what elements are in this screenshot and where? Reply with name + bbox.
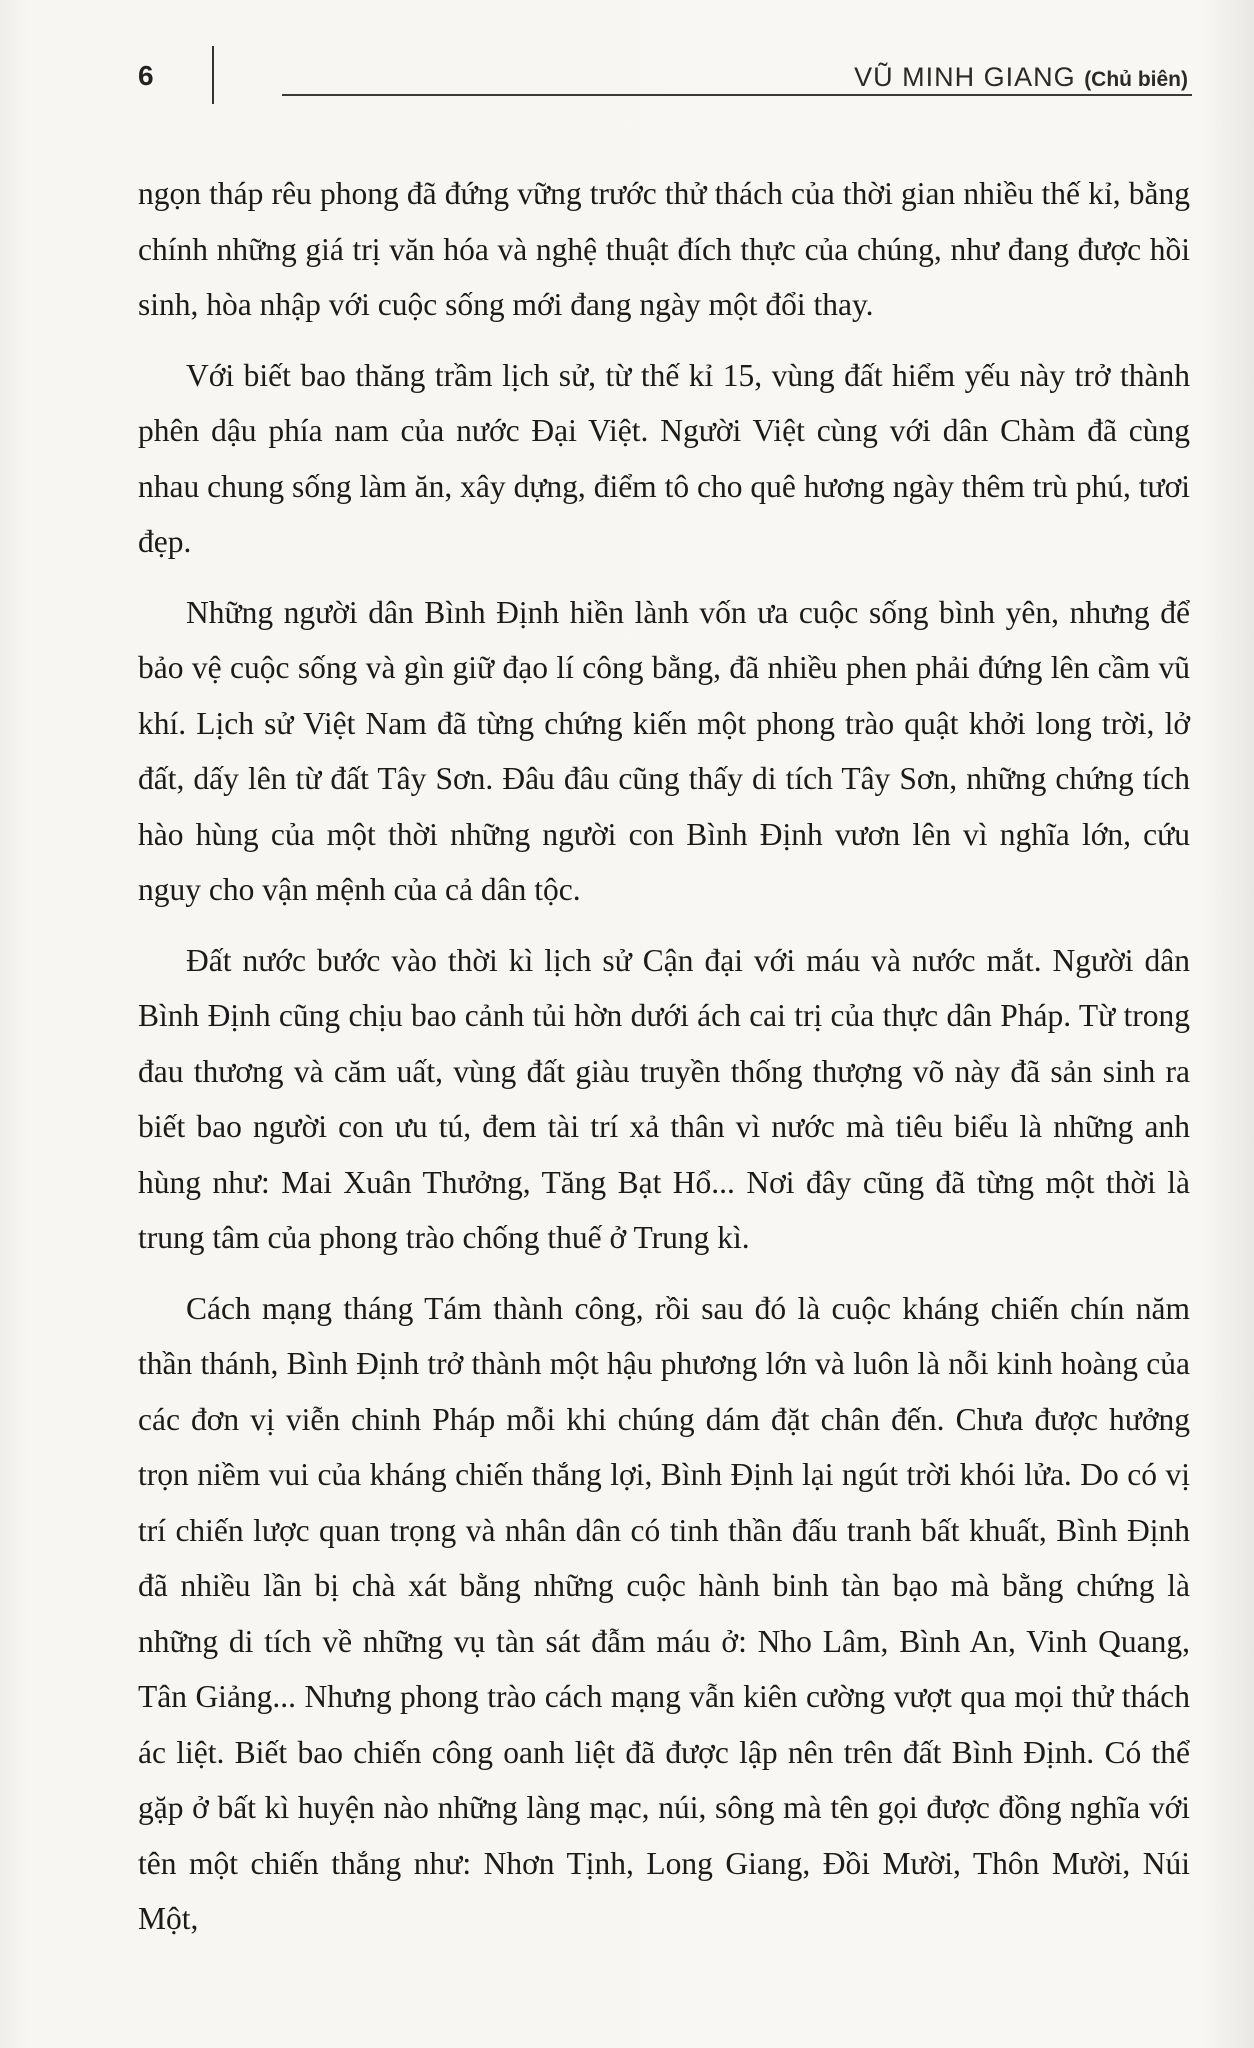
paragraph-1: ngọn tháp rêu phong đã đứng vững trước thử thách của thời gian nhiều thế kỉ, bằng chính những giá trị văn hóa và nghệ thuật đích thực của chúng, như đang được hồi sinh, hòa nhập với cuộc sống mới đang ngày một đổi thay.: [138, 176, 1190, 322]
running-header: [0, 0, 1254, 110]
author-name: VŨ MINH GIANG: [854, 62, 1076, 92]
paragraph-3: Những người dân Bình Định hiền lành vốn ưa cuộc sống bình yên, nhưng để bảo vệ cuộc sống và gìn giữ đạo lí công bằng, đã nhiều phen phải đứng lên cầm vũ khí. Lịch sử Việt Nam đã từng chứng kiến một phong trào quật khởi long trời, lở đất, dấy lên từ đất Tây Sơn. Đâu đâu cũng thấy di tích Tây Sơn, những chứng tích hào hùng của một thời những người con Bình Định vươn lên vì nghĩa lớn, cứu nguy cho vận mệnh của cả dân tộc.: [138, 594, 1190, 907]
page-number: 6: [138, 60, 154, 91]
paragraph-2: Với biết bao thăng trầm lịch sử, từ thế kỉ 15, vùng đất hiểm yếu này trở thành phên dậu phía nam của nước Đại Việt. Người Việt cùng với dân Chàm đã cùng nhau chung sống làm ăn, xây dựng, điểm tô cho quê hương ngày thêm trù phú, tươi đẹp.: [138, 357, 1190, 559]
author-role: (Chủ biên): [1084, 68, 1188, 91]
paragraph-5: Cách mạng tháng Tám thành công, rồi sau đó là cuộc kháng chiến chín năm thần thánh, Bình Định trở thành một hậu phương lớn và luôn là nỗi kinh hoàng của các đơn vị viễn chinh Pháp mỗi khi chúng dám đặt chân đến. Chưa được hưởng trọn niềm vui của kháng chiến thắng lợi, Bình Định lại ngút trời khói lửa. Do có vị trí chiến lược quan trọng và nhân dân có tinh thần đấu tranh bất khuất, Bình Định đã nhiều lần bị chà xát bằng những cuộc hành binh tàn bạo mà bằng chứng là những di tích về những vụ tàn sát đẫm máu ở: Nho Lâm, Bình An, Vinh Quang, Tân Giảng... Nhưng phong trào cách mạng vẫn kiên cường vượt qua mọi thử thách ác liệt. Biết bao chiến công oanh liệt đã được lập nên trên đất Bình Định. Có thể gặp ở bất kì huyện nào những làng mạc, núi, sông mà tên gọi được đồng nghĩa với tên một chiến thắng như: Nhơn Tịnh, Long Giang, Đồi Mười, Thôn Mười, Núi Một,: [138, 1290, 1190, 1936]
header-divider-vertical: [212, 46, 214, 104]
paragraph-4: Đất nước bước vào thời kì lịch sử Cận đại với máu và nước mắt. Người dân Bình Định cũng chịu bao cảnh tủi hờn dưới ách cai trị của thực dân Pháp. Từ trong đau thương và căm uất, vùng đất giàu truyền thống thượng võ này đã sản sinh ra biết bao người con ưu tú, đem tài trí xả thân vì nước mà tiêu biểu là những anh hùng như: Mai Xuân Thưởng, Tăng Bạt Hổ... Nơi đây cũng đã từng một thời là trung tâm của phong trào chống thuế ở Trung kì.: [138, 942, 1190, 1255]
header-rule: [282, 94, 1192, 96]
body-text: [138, 166, 1190, 1962]
running-title: [854, 62, 1188, 93]
